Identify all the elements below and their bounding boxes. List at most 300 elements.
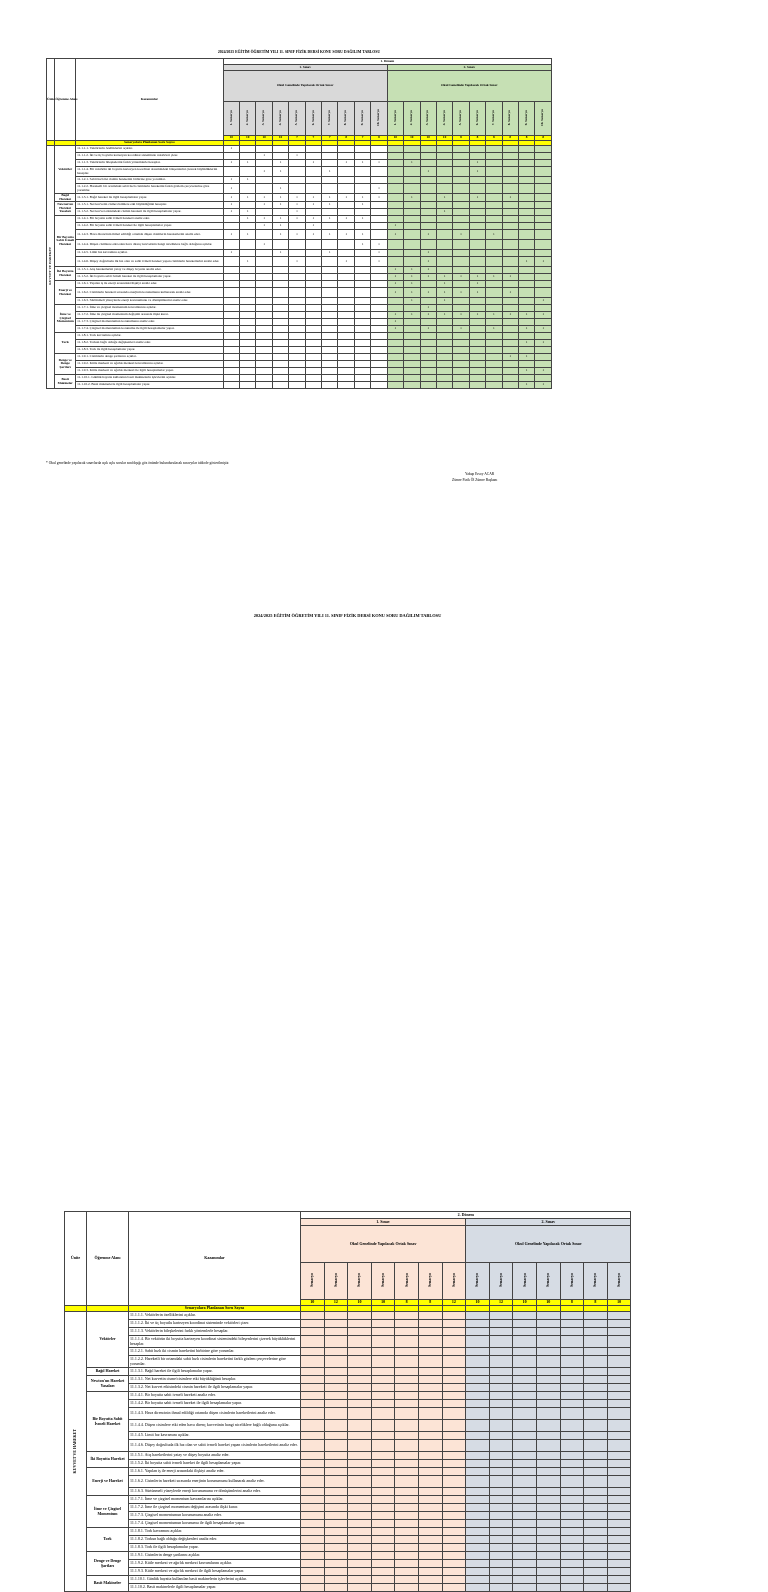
value-s2	[518, 267, 534, 274]
value-s2	[387, 375, 403, 382]
value-s1	[289, 184, 305, 194]
value-s2	[486, 281, 502, 288]
kazanim-cell: 11.1.6.2. Cisimlerin hareketi sırasında enerjinin korunumunu kullanarak analiz eder.	[76, 288, 224, 298]
value-s2: 1	[420, 250, 436, 257]
value-s2	[469, 347, 485, 354]
value-s2	[387, 167, 403, 177]
value-s2	[607, 1356, 631, 1368]
value-s2	[584, 1504, 608, 1512]
value-s1	[354, 382, 370, 389]
value-s1	[348, 1384, 372, 1392]
kazanim-cell: 11.1.8.2. Torkun bağlı olduğu değişkenleri analiz eder.	[129, 1536, 301, 1544]
value-s2	[502, 368, 518, 375]
ogrenme-alani-cell: Basit Makineler	[87, 1576, 129, 1592]
value-s2	[536, 1560, 560, 1568]
value-s2	[607, 1440, 631, 1452]
table-row	[47, 146, 552, 153]
value-s1	[223, 288, 239, 298]
value-s2	[513, 1544, 537, 1552]
value-s2	[584, 1400, 608, 1408]
value-s2	[584, 1348, 608, 1356]
value-s2: 1	[535, 312, 552, 319]
value-s2	[502, 153, 518, 160]
value-s1	[442, 1440, 466, 1452]
value-s1	[305, 184, 321, 194]
table-row	[47, 375, 552, 382]
value-s2	[469, 223, 485, 230]
value-s1	[418, 1536, 442, 1544]
value-s2	[535, 305, 552, 312]
value-s1	[223, 167, 239, 177]
value-s2	[535, 153, 552, 160]
value-s2	[584, 1576, 608, 1584]
value-s2	[518, 146, 534, 153]
value-s1	[305, 146, 321, 153]
value-s2	[420, 202, 436, 209]
value-s1	[354, 326, 370, 333]
value-s1	[338, 340, 354, 347]
value-s1	[272, 305, 288, 312]
value-s2	[486, 382, 502, 389]
value-s2	[560, 1496, 584, 1504]
value-s2	[387, 250, 403, 257]
kazanim-cell: 11.1.9.3. Kütle merkezi ve ağırlık merkezi ile ilgili hesaplamalar yapar.	[76, 368, 224, 375]
kazanim-cell: 11.1.1.2. İki ve üç boyutlu kartezyen koordinat sisteminde vektörleri çizer.	[76, 153, 224, 160]
value-s1	[354, 312, 370, 319]
value-s2	[404, 382, 420, 389]
value-s1	[354, 354, 370, 361]
value-s2	[453, 184, 469, 194]
value-s1	[272, 319, 288, 326]
value-s1	[442, 1312, 466, 1320]
value-s1	[395, 1392, 419, 1400]
value-s2	[404, 216, 420, 223]
value-s1: 1	[272, 230, 288, 240]
value-s2	[489, 1420, 513, 1432]
value-s2: 1	[453, 274, 469, 281]
value-s1	[272, 340, 288, 347]
value-s2	[420, 146, 436, 153]
value-s1: 1	[256, 167, 272, 177]
value-s2: 1	[518, 326, 534, 333]
ogrenme-alani-cell: İki Boyutta Hareket	[87, 1452, 129, 1468]
value-s1	[348, 1536, 372, 1544]
senaryo-label: 5. Senaryo	[294, 110, 299, 126]
table-row	[65, 1560, 631, 1568]
value-s1	[418, 1336, 442, 1348]
value-s2: 1	[404, 194, 420, 202]
value-s2	[404, 333, 420, 340]
value-s1	[371, 375, 387, 382]
value-s1	[324, 1408, 348, 1420]
kazanim-cell: 11.1.9.1. Cisimlerin denge şartlarını açıklar.	[129, 1552, 301, 1560]
value-s2	[502, 216, 518, 223]
value-s2	[584, 1384, 608, 1392]
senaryo-label: 10. Senaryo	[376, 109, 381, 127]
value-s1	[301, 1408, 325, 1420]
value-s2	[560, 1544, 584, 1552]
value-s1	[338, 288, 354, 298]
value-s2	[486, 347, 502, 354]
value-s2	[489, 1432, 513, 1440]
value-s2	[513, 1576, 537, 1584]
value-s1	[348, 1452, 372, 1460]
value-s2	[486, 223, 502, 230]
value-s2	[436, 361, 452, 368]
value-s2: 1	[502, 288, 518, 298]
value-s2	[502, 298, 518, 305]
kazanim-cell: 11.1.7.2. İtme ile çizgisel momentum değişimi arasında ilişki kurar.	[129, 1504, 301, 1512]
senaryo-label: 2. Senaryo	[244, 110, 249, 126]
value-s2: 1	[387, 230, 403, 240]
value-s1	[305, 354, 321, 361]
header-senaryo-1-1	[223, 102, 239, 136]
value-s2	[535, 230, 552, 240]
value-s2	[469, 184, 485, 194]
header-kazanimlar: Kazanımlar	[76, 59, 224, 141]
value-s2: 1	[518, 382, 534, 389]
value-s1	[301, 1312, 325, 1320]
value-s1: 1	[240, 257, 256, 267]
value-s2	[489, 1468, 513, 1476]
value-s2	[513, 1460, 537, 1468]
table-row	[47, 326, 552, 333]
value-s2: 1	[535, 326, 552, 333]
value-s1	[418, 1568, 442, 1576]
value-s1	[272, 146, 288, 153]
value-s2	[536, 1460, 560, 1468]
table-row	[65, 1496, 631, 1504]
value-s1	[371, 382, 387, 389]
value-s2	[486, 319, 502, 326]
value-s2	[420, 223, 436, 230]
table-row	[65, 1376, 631, 1384]
value-s1	[289, 240, 305, 250]
value-s2	[584, 1520, 608, 1528]
value-s2	[404, 257, 420, 267]
value-s2	[489, 1488, 513, 1496]
value-s2	[584, 1568, 608, 1576]
value-s1: 1	[371, 250, 387, 257]
kazanim-cell: 11.1.4.4. Düşen cisimlere etki eden hava direnç kuvvetinin hangi niceliklere bağlı olduğunu açıklar.	[76, 240, 224, 250]
value-s2	[453, 347, 469, 354]
value-s1	[289, 312, 305, 319]
value-s2	[513, 1584, 537, 1592]
value-s1	[442, 1392, 466, 1400]
kazanim-cell: 11.1.5.1. Atış hareketlerini yatay ve düşey boyutta analiz eder.	[129, 1452, 301, 1460]
value-s1: 1	[322, 194, 338, 202]
value-s2: 1	[469, 160, 485, 167]
value-s2	[560, 1356, 584, 1368]
value-s2	[420, 319, 436, 326]
table-row	[65, 1488, 631, 1496]
value-s1	[395, 1328, 419, 1336]
kazanim-cell: 11.1.4.3. Hava direncinin ihmal edildiği ortamda düşen cisimlerin hareketlerini analiz eder.	[76, 230, 224, 240]
value-s2: 1	[404, 288, 420, 298]
value-s2	[466, 1328, 490, 1336]
value-s1	[322, 153, 338, 160]
total-s1-6: 8	[418, 1300, 442, 1306]
value-s1	[289, 382, 305, 389]
ogrenme-alani-cell: Bir Boyutta Sabit İvmeli Hareket	[87, 1392, 129, 1452]
value-s2	[518, 305, 534, 312]
value-s1	[371, 288, 387, 298]
unite-cell	[47, 146, 55, 389]
value-s1: 1	[272, 167, 288, 177]
value-s2	[466, 1488, 490, 1496]
value-s1	[371, 167, 387, 177]
value-s2: 1	[404, 160, 420, 167]
value-s2	[536, 1376, 560, 1384]
value-s2	[584, 1392, 608, 1400]
value-s2	[560, 1392, 584, 1400]
kazanim-cell: 11.1.5.2. İki boyutta sabit ivmeli hareket ile ilgili hesaplamalar yapar.	[129, 1460, 301, 1468]
page-title-2: 2024/2025 EĞİTİM ÖĞRETİM YILI 11. SINIF FİZİK DERSİ KONU SORU DAĞILIM TABLOSU	[253, 613, 442, 618]
value-s2	[469, 319, 485, 326]
value-s2	[486, 216, 502, 223]
value-s2	[436, 202, 452, 209]
senaryo-label: Senaryo	[568, 1273, 574, 1288]
value-s1	[305, 298, 321, 305]
value-s2	[404, 347, 420, 354]
total-s2-5: 8	[560, 1300, 584, 1306]
value-s2	[489, 1348, 513, 1356]
value-s2	[536, 1520, 560, 1528]
value-s1	[418, 1496, 442, 1504]
total-s1-6: 7	[305, 136, 321, 141]
table-row	[65, 1528, 631, 1536]
value-s1	[371, 1452, 395, 1460]
value-s2	[536, 1552, 560, 1560]
value-s1: 1	[305, 230, 321, 240]
value-s2	[535, 216, 552, 223]
value-s2	[584, 1552, 608, 1560]
value-s2	[502, 209, 518, 216]
total-s1-3: 10	[348, 1300, 372, 1306]
kazanim-cell: 11.1.10.1. Günlük hayatta kullanılan basit makinelerin işlevlerini açıklar.	[76, 375, 224, 382]
value-s1: 1	[305, 160, 321, 167]
value-s2	[404, 305, 420, 312]
value-s1	[442, 1552, 466, 1560]
value-s2	[535, 250, 552, 257]
value-s1	[442, 1568, 466, 1576]
value-s2	[513, 1488, 537, 1496]
value-s2	[584, 1328, 608, 1336]
value-s1	[371, 1420, 395, 1432]
senaryo-label: Senaryo	[356, 1273, 362, 1288]
value-s1	[301, 1376, 325, 1384]
value-s1	[371, 305, 387, 312]
value-s2	[453, 202, 469, 209]
value-s2	[518, 167, 534, 177]
value-s2	[584, 1544, 608, 1552]
value-s2	[584, 1452, 608, 1460]
header-senaryo-1-2	[324, 1263, 348, 1300]
table-row	[65, 1356, 631, 1368]
total-s2-1: 10	[466, 1300, 490, 1306]
value-s2	[607, 1496, 631, 1504]
value-s2	[607, 1488, 631, 1496]
value-s2	[404, 240, 420, 250]
value-s2	[469, 267, 485, 274]
value-s2	[513, 1400, 537, 1408]
value-s1	[256, 209, 272, 216]
value-s1	[418, 1584, 442, 1592]
value-s1: 1	[371, 184, 387, 194]
value-s1: 1	[223, 177, 239, 184]
senaryo-label: Senaryo	[427, 1273, 433, 1288]
value-s2	[387, 240, 403, 250]
value-s1	[395, 1460, 419, 1468]
value-s1	[256, 257, 272, 267]
value-s1	[289, 347, 305, 354]
value-s1	[272, 382, 288, 389]
senaryo-label: Senaryo	[521, 1273, 527, 1288]
value-s1	[322, 257, 338, 267]
value-s1: 1	[371, 257, 387, 267]
value-s1	[324, 1432, 348, 1440]
value-s1	[418, 1348, 442, 1356]
value-s1	[324, 1452, 348, 1460]
value-s2	[607, 1392, 631, 1400]
value-s2: 1	[453, 312, 469, 319]
value-s2	[535, 160, 552, 167]
value-s1	[223, 382, 239, 389]
value-s1	[322, 333, 338, 340]
value-s2	[469, 240, 485, 250]
value-s1	[324, 1460, 348, 1468]
value-s2	[560, 1348, 584, 1356]
value-s2	[387, 368, 403, 375]
value-s2	[536, 1544, 560, 1552]
value-s1: 1	[240, 230, 256, 240]
header-senaryo-1-6	[418, 1263, 442, 1300]
kazanim-cell: 11.1.7.1. İtme ve çizgisel momentum kavramlarını açıklar.	[129, 1496, 301, 1504]
value-s2	[518, 230, 534, 240]
header-senaryo-2-5	[560, 1263, 584, 1300]
value-s1	[348, 1488, 372, 1496]
value-s2	[436, 216, 452, 223]
value-s1	[338, 382, 354, 389]
value-s2	[436, 184, 452, 194]
value-s2	[387, 305, 403, 312]
value-s1	[418, 1432, 442, 1440]
value-s1: 1	[223, 209, 239, 216]
value-s1	[442, 1432, 466, 1440]
value-s2	[502, 177, 518, 184]
value-s1	[371, 1504, 395, 1512]
value-s2	[536, 1384, 560, 1392]
senaryo-label: 1. Senaryo	[392, 110, 397, 126]
value-s1	[324, 1560, 348, 1568]
value-s1	[442, 1368, 466, 1376]
total-s2-6: 8	[469, 136, 485, 141]
value-s2	[560, 1520, 584, 1528]
value-s2	[607, 1520, 631, 1528]
value-s1	[301, 1568, 325, 1576]
ogrenme-alani-cell: Vektörler	[55, 146, 76, 194]
value-s2	[466, 1560, 490, 1568]
value-s1	[322, 267, 338, 274]
value-s2	[453, 240, 469, 250]
value-s1	[289, 361, 305, 368]
total-s2-10: 8	[535, 136, 552, 141]
value-s1	[395, 1376, 419, 1384]
value-s2	[453, 281, 469, 288]
value-s1	[371, 361, 387, 368]
value-s1: 1	[289, 153, 305, 160]
senaryo-label: 7. Senaryo	[491, 110, 496, 126]
header-senaryo-2-4	[436, 102, 452, 136]
value-s1	[324, 1440, 348, 1452]
value-s1	[272, 153, 288, 160]
value-s2	[486, 298, 502, 305]
value-s2	[584, 1496, 608, 1504]
value-s2	[513, 1368, 537, 1376]
value-s2	[453, 361, 469, 368]
value-s2	[466, 1536, 490, 1544]
value-s2	[584, 1356, 608, 1368]
value-s2	[513, 1560, 537, 1568]
table-row	[65, 1552, 631, 1560]
total-s2-7: 10	[607, 1300, 631, 1306]
value-s2	[536, 1400, 560, 1408]
value-s1	[272, 361, 288, 368]
value-s1	[256, 319, 272, 326]
value-s1	[371, 1336, 395, 1348]
table-row	[47, 240, 552, 250]
value-s1	[338, 267, 354, 274]
value-s2	[453, 216, 469, 223]
header-ogrenme-alani: Öğrenme Alanı	[87, 1212, 129, 1306]
value-s2	[502, 202, 518, 209]
header-sinav-1: 1. Sınav	[223, 65, 387, 71]
value-s2	[466, 1528, 490, 1536]
value-s1	[395, 1468, 419, 1476]
value-s2: 1	[469, 281, 485, 288]
value-s2	[436, 267, 452, 274]
value-s1	[371, 1408, 395, 1420]
table-row	[47, 202, 552, 209]
value-s1	[223, 274, 239, 281]
value-s2	[502, 250, 518, 257]
value-s2	[518, 250, 534, 257]
value-s1	[371, 1468, 395, 1476]
value-s2	[518, 288, 534, 298]
value-s2	[560, 1320, 584, 1328]
value-s1: 1	[256, 216, 272, 223]
value-s2	[536, 1584, 560, 1592]
value-s1	[256, 281, 272, 288]
value-s2	[453, 305, 469, 312]
value-s2	[489, 1496, 513, 1504]
value-s2	[560, 1584, 584, 1592]
value-s1	[301, 1560, 325, 1568]
value-s1	[240, 319, 256, 326]
value-s1	[223, 216, 239, 223]
value-s2	[560, 1568, 584, 1576]
value-s1	[322, 340, 338, 347]
value-s1	[418, 1368, 442, 1376]
value-s2	[436, 177, 452, 184]
value-s2	[560, 1476, 584, 1488]
value-s1	[301, 1496, 325, 1504]
value-s2	[535, 361, 552, 368]
value-s2	[486, 202, 502, 209]
value-s1: 1	[322, 250, 338, 257]
value-s1	[442, 1408, 466, 1420]
value-s1	[289, 340, 305, 347]
